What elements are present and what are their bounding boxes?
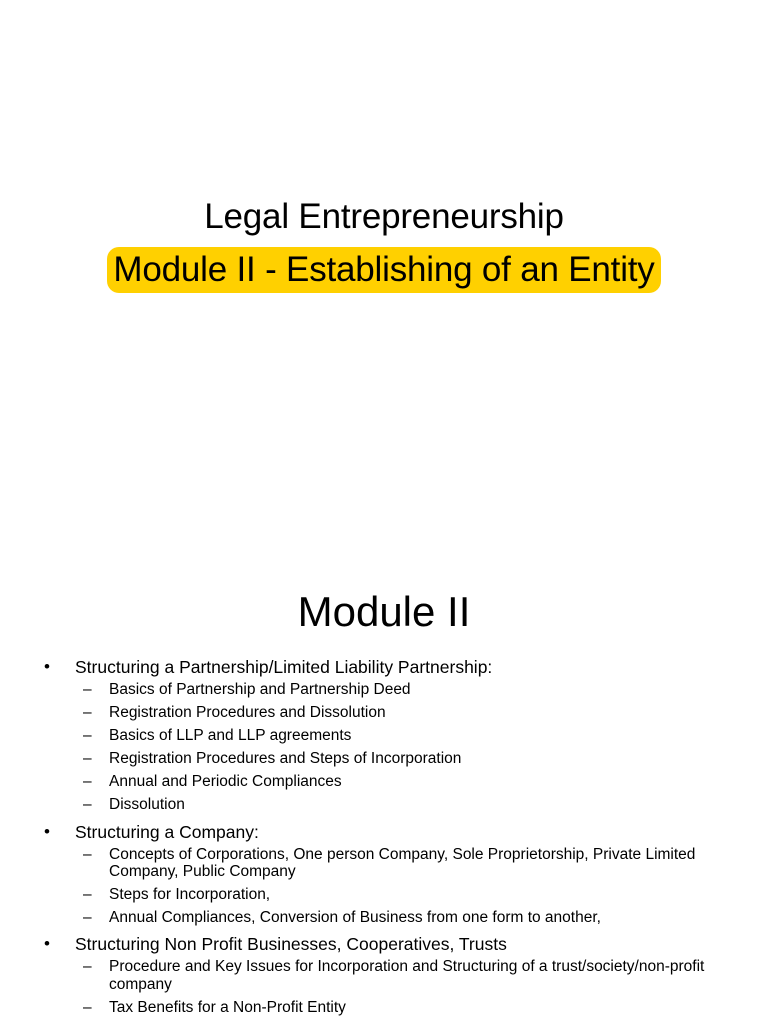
sub-item-text: Procedure and Key Issues for Incorporation and Structuring of a trust/society/non-profit company <box>109 958 705 993</box>
sub-item <box>75 999 742 1017</box>
dash-icon: – <box>83 909 92 927</box>
dash-icon: – <box>83 845 92 863</box>
sub-list <box>75 681 742 814</box>
bullet-text: Structuring a Company: <box>75 821 259 842</box>
dash-icon: – <box>83 958 92 976</box>
sub-item-text: Tax Benefits for a Non-Profit Entity <box>109 998 346 1016</box>
bullet-item-company <box>42 820 742 927</box>
bullet-dot-icon: • <box>44 657 50 676</box>
sub-item <box>75 846 742 881</box>
bullet-list <box>42 655 742 1022</box>
sub-item-text: Dissolution <box>109 796 185 814</box>
bullet-text: Structuring a Partnership/Limited Liability Partnership: <box>75 657 493 677</box>
sub-item <box>75 909 742 927</box>
sub-item-text: Registration Procedures and Dissolution <box>109 704 386 722</box>
dash-icon: – <box>83 998 92 1016</box>
sub-item <box>75 750 742 768</box>
sub-item-text: Annual Compliances, Conversion of Business from one form to another, <box>109 909 601 927</box>
sub-item <box>75 704 742 722</box>
sub-list <box>75 958 742 1016</box>
subtitle-wrapper <box>0 247 768 293</box>
sub-item <box>75 958 742 993</box>
slide-title: Legal Entrepreneurship <box>204 197 564 236</box>
sub-list <box>75 846 742 927</box>
sub-item-text: Registration Procedures and Steps of Incorporation <box>109 750 462 768</box>
dash-icon: – <box>83 750 92 768</box>
sub-item <box>75 886 742 904</box>
slide-subtitle-highlighted: Module II - Establishing of an Entity <box>107 247 660 293</box>
bullet-item-partnership <box>42 655 742 814</box>
dash-icon: – <box>83 704 92 722</box>
sub-item-text: Concepts of Corporations, One person Company, Sole Proprietorship, Private Limited Company, Public Company <box>109 845 696 881</box>
sub-item <box>75 796 742 814</box>
bullet-item-non-profit <box>42 932 742 1016</box>
dash-icon: – <box>83 886 92 904</box>
bullet-dot-icon: • <box>44 821 50 841</box>
dash-icon: – <box>83 681 92 698</box>
content-slide <box>0 540 768 1024</box>
sub-item-text: Annual and Periodic Compliances <box>109 773 342 791</box>
sub-item <box>75 773 742 791</box>
dash-icon: – <box>83 773 92 791</box>
dash-icon: – <box>83 796 92 814</box>
bullet-text: Structuring Non Profit Businesses, Cooperatives, Trusts <box>75 934 507 955</box>
sub-item-text: Basics of LLP and LLP agreements <box>109 727 352 745</box>
bullet-dot-icon: • <box>44 934 50 954</box>
sub-item-text: Basics of Partnership and Partnership Deed <box>109 681 411 698</box>
sub-item <box>75 681 742 699</box>
sub-item <box>75 727 742 745</box>
dash-icon: – <box>83 727 92 745</box>
sub-item-text: Steps for Incorporation, <box>109 886 271 904</box>
module-heading: Module II <box>297 588 471 635</box>
